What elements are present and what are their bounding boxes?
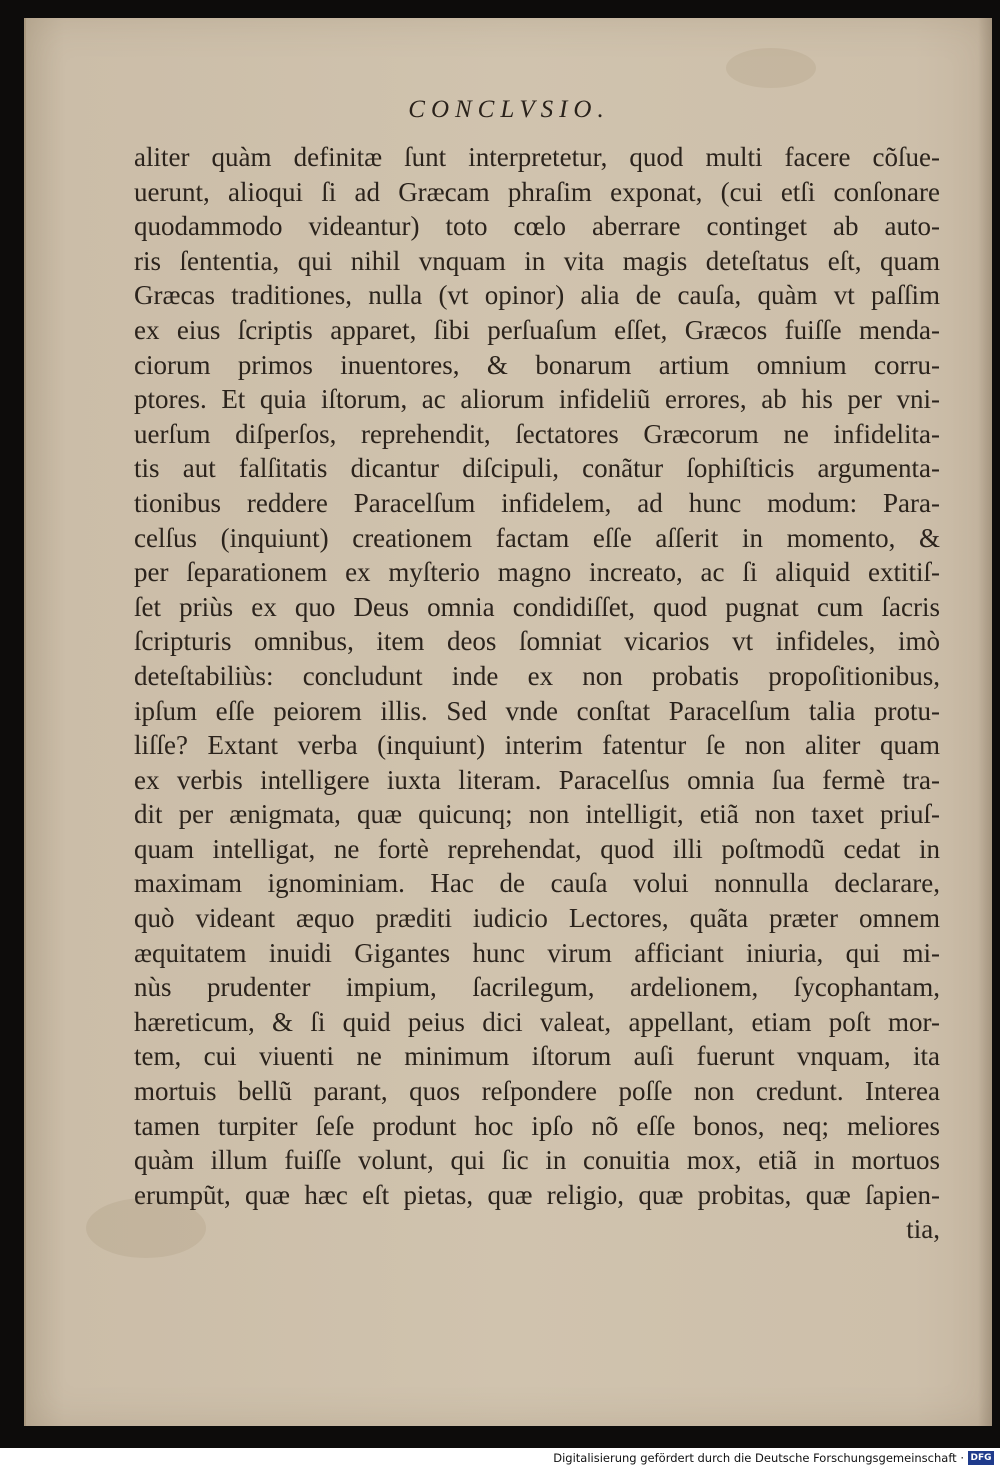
text-line: tionibus reddere Paracelſum infidelem, ad hunc modum: Para- (134, 487, 940, 518)
text-line: ex eius ſcriptis apparet, ſibi perſuaſum eſſet, Græcos fuiſſe menda- (134, 314, 940, 345)
text-line: tis aut falſitatis dicantur diſcipuli, conãtur ſophiſticis argumenta- (134, 453, 940, 484)
text-line: ſet priùs ex quo Deus omnia condidiſſet, quod pugnat cum ſacris (134, 591, 940, 622)
text-line: aliter quàm definitæ ſunt interpretetur, quod multi facere cõſue- (134, 142, 940, 172)
text-line: quò videant æquo præditi iudicio Lectores, quãta præter omnem (134, 903, 940, 934)
text-line: erumpũt, quæ hæc eſt pietas, quæ religio, quæ probitas, quæ ſapien- (134, 1179, 940, 1210)
text-line: maximam ignominiam. Hac de cauſa volui nonnulla declarare, (134, 868, 940, 899)
dfg-logo-icon: DFG (968, 1451, 994, 1465)
paper-stain (726, 48, 816, 88)
text-line: Græcas traditiones, nulla (vt opinor) alia de cauſa, quàm vt paſſim (134, 280, 940, 311)
funding-credit: Digitalisierung gefördert durch die Deutsche Forschungsgemeinschaft · (553, 1451, 964, 1465)
text-line: æquitatem inuidi Gigantes hunc virum afficiant iniuria, qui mi- (134, 937, 940, 968)
footer-bar (0, 1448, 1000, 1470)
text-line: celſus (inquiunt) creationem factam eſſe aſſerit in momento, & (134, 522, 940, 553)
text-line: quodammodo videantur) toto cœlo aberrare continget ab auto- (134, 211, 940, 242)
book-page (24, 18, 992, 1426)
text-line: hæreticum, & ſi quid peius dici valeat, appellant, etiam poſt mor- (134, 1006, 940, 1037)
running-head: CONCLVSIO. (408, 96, 610, 123)
text-line: tamen turpiter ſeſe produnt hoc ipſo nõ eſſe bonos, neq; meliores (134, 1110, 940, 1141)
text-line: ciorum primos inuentores, & bonarum artium omnium corru- (134, 349, 940, 380)
text-line: ptores. Et quia iſtorum, ac aliorum infideliũ errores, ab his per vni- (134, 384, 940, 415)
text-line: ſcripturis omnibus, item deos ſomniat vicarios vt infideles, imò (134, 626, 940, 657)
text-line: liſſe? Extant verba (inquiunt) interim fatentur ſe non aliter quam (134, 730, 940, 761)
text-line: mortuis bellũ parant, quos reſpondere poſſe non credunt. Interea (134, 1076, 940, 1107)
text-line: ris ſententia, qui nihil vnquam in vita magis deteſtatus eſt, quam (134, 245, 940, 276)
text-line: ex verbis intelligere iuxta literam. Paracelſus omnia ſua fermè tra- (134, 764, 940, 795)
body-text (134, 140, 940, 1247)
text-line: per ſeparationem ex myſterio magno increato, ac ſi aliquid extitiſ- (134, 557, 940, 588)
text-line: tem, cui viuenti ne minimum iſtorum auſi fuerunt vnquam, ita (134, 1041, 940, 1072)
text-line: quàm illum fuiſſe volunt, qui ſic in conuitia mox, etiã in mortuos (134, 1145, 940, 1176)
text-line: deteſtabiliùs: concludunt inde ex non probatis propoſitionibus, (134, 660, 940, 691)
text-line: nùs prudenter impium, ſacrilegum, ardelionem, ſycophantam, (134, 972, 940, 1003)
text-line: dit per ænigmata, quæ quicunq; non intelligit, etiã non taxet priuſ- (134, 799, 940, 830)
text-line: uerſum diſperſos, reprehendit, ſectatores Græcorum ne infidelita- (134, 418, 940, 449)
text-line: uerunt, alioqui ſi ad Græcam phraſim exponat, (cui etſi conſonare (134, 176, 940, 207)
text-line: quam intelligat, ne fortè reprehendat, quod illi poſtmodũ cedat in (134, 833, 940, 864)
page-edge-shadow (978, 18, 992, 1426)
text-line: tia, (906, 1214, 940, 1245)
text-line: ipſum eſſe peiorem illis. Sed vnde conſtat Paracelſum talia protu- (134, 695, 940, 726)
